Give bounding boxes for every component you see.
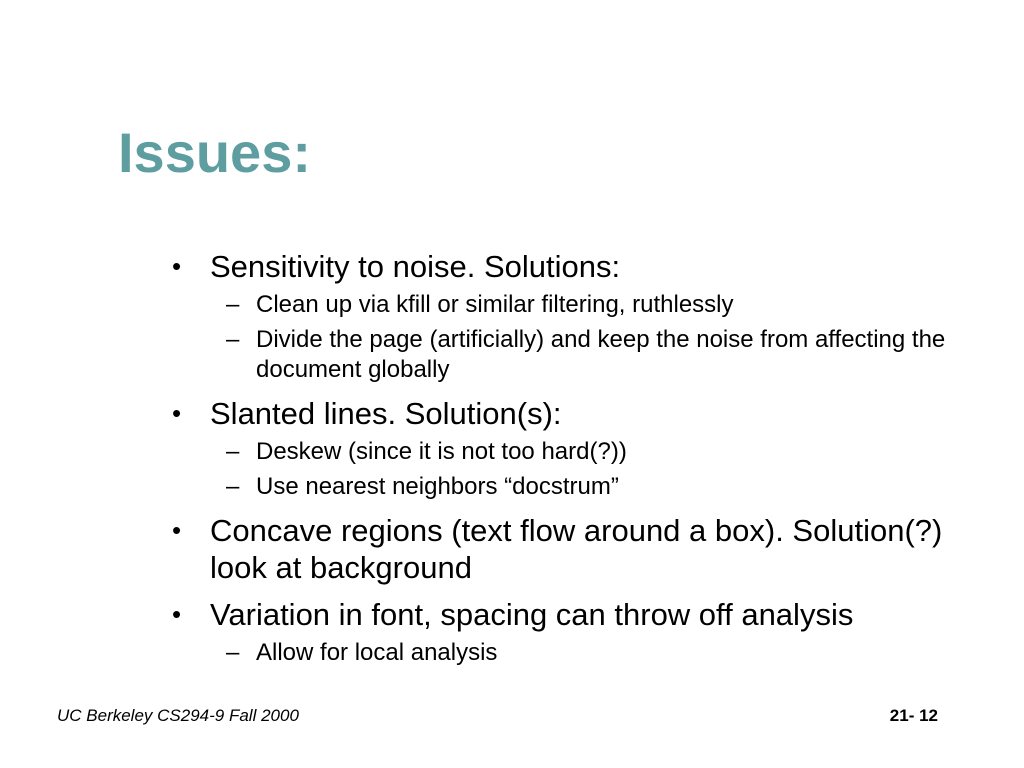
dash-icon: – <box>226 326 240 353</box>
bullet-dot-icon: • <box>172 599 182 629</box>
footer-course: UC Berkeley CS294-9 Fall 2000 <box>57 706 299 725</box>
bullet-item <box>170 512 960 586</box>
slide-title: Issues: <box>118 121 311 184</box>
sub-item <box>170 472 960 502</box>
sub-list <box>170 290 960 385</box>
bullet-dot-icon: • <box>172 515 182 545</box>
bullet-text: Sensitivity to noise. Solutions: <box>210 249 621 284</box>
footer-page-number: 21- 12 <box>889 706 938 725</box>
sub-list <box>170 437 960 502</box>
dash-icon: – <box>226 639 240 666</box>
bullet-dot-icon: • <box>172 251 182 281</box>
dash-icon: – <box>226 473 240 500</box>
bullet-dot-icon: • <box>172 398 182 428</box>
bullet-item <box>170 248 960 285</box>
dash-icon: – <box>226 438 240 465</box>
sub-text: Deskew (since it is not too hard(?)) <box>256 438 627 465</box>
sub-item <box>170 638 960 668</box>
sub-text: Clean up via kfill or similar filtering, ruthlessly <box>256 291 734 318</box>
sub-text: Use nearest neighbors “docstrum” <box>256 473 619 500</box>
bullet-item <box>170 596 960 633</box>
sub-text: Divide the page (artificially) and keep the noise from affecting the document globally <box>256 326 946 383</box>
bullet-text: Slanted lines. Solution(s): <box>210 396 562 431</box>
sub-item <box>170 437 960 467</box>
sub-item <box>170 290 960 320</box>
dash-icon: – <box>226 291 240 318</box>
sub-item <box>170 325 960 385</box>
sub-list <box>170 638 960 668</box>
bullet-list <box>170 248 960 668</box>
bullet-item <box>170 395 960 432</box>
bullet-text: Concave regions (text flow around a box). Solution(?) look at background <box>210 513 943 585</box>
bullet-text: Variation in font, spacing can throw off analysis <box>210 597 854 632</box>
sub-text: Allow for local analysis <box>256 639 498 666</box>
